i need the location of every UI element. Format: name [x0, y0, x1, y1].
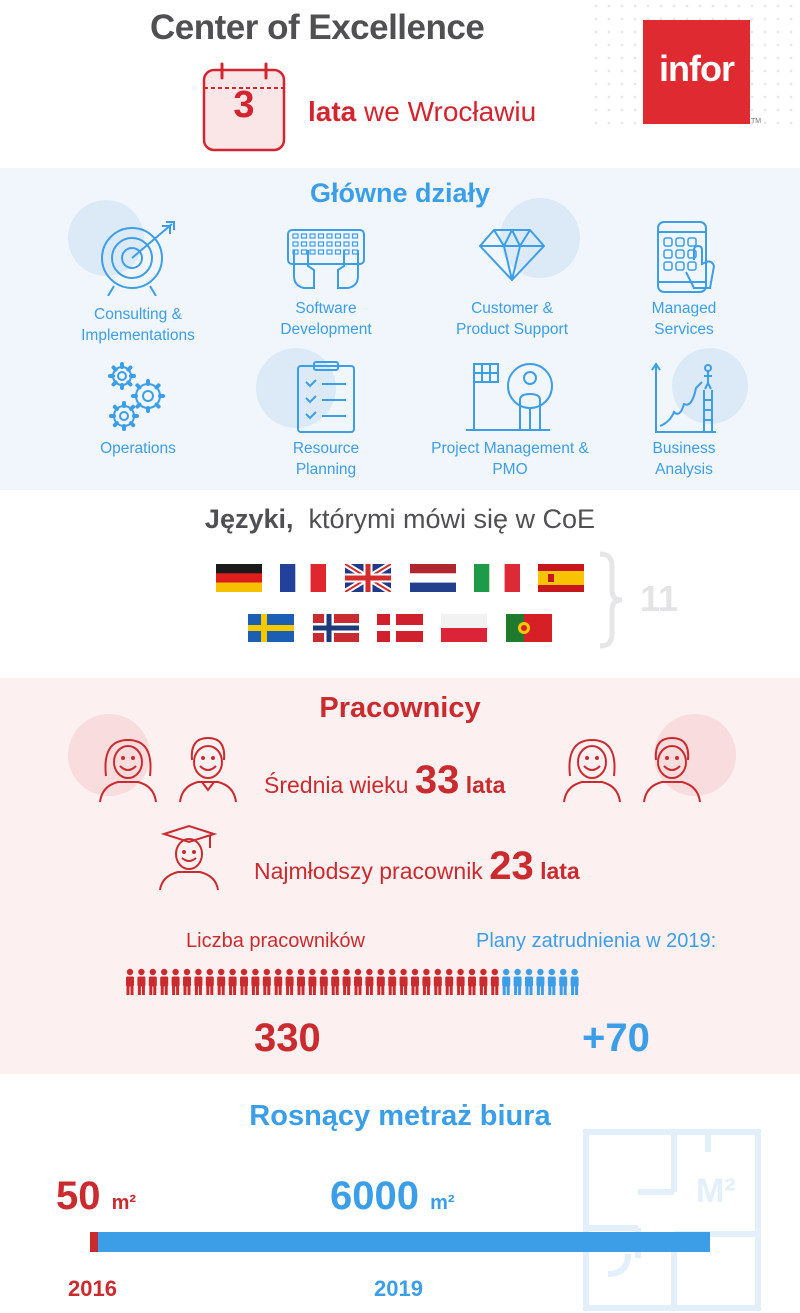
person-current-icon [479, 969, 487, 995]
languages-title-bold: Języki, [204, 504, 294, 534]
person-current-icon [354, 969, 362, 995]
dept-label-line1: Operations [100, 440, 176, 457]
area-2019-unit: m² [430, 1192, 455, 1214]
person-current-icon [468, 969, 476, 995]
dept-label-line2: Product Support [455, 321, 568, 338]
netherlands-flag [410, 564, 456, 592]
clipboard-checklist-icon [226, 360, 426, 436]
bracket-icon [596, 550, 636, 650]
person-current-icon [160, 969, 168, 995]
dept-label-line1: Consulting & [94, 306, 182, 323]
area-bar-2019 [98, 1232, 710, 1252]
area-2016-value: 50 [56, 1174, 101, 1218]
person-planned-icon [536, 969, 544, 995]
person-planned-icon [559, 969, 567, 995]
dept-label-line1: Software [295, 300, 357, 317]
calendar-number: 3 [233, 84, 255, 126]
france-flag [280, 564, 326, 592]
infor-logo [643, 20, 750, 124]
employee-count-label: Liczba pracowników [186, 930, 365, 952]
youngest-unit: lata [533, 858, 580, 884]
header-section [0, 0, 800, 168]
person-planned-icon [548, 969, 556, 995]
years-in-wroclaw [308, 96, 536, 128]
employees-title: Pracownicy [319, 692, 481, 724]
person-current-icon [434, 969, 442, 995]
dept-label-line1: Customer & [471, 300, 553, 317]
germany-flag [216, 564, 262, 592]
target-icon [38, 220, 238, 296]
languages-title-rest: którymi mówi się w CoE [293, 504, 596, 534]
person-current-icon [331, 969, 339, 995]
uk-flag [345, 564, 391, 592]
person-planned-icon [502, 969, 510, 995]
office-section [0, 1074, 800, 1313]
diamond-icon [412, 220, 612, 296]
office-title: Rosnący metraż biura [249, 1100, 551, 1132]
languages-title [0, 504, 800, 535]
dept-label-line1: Project Management & [431, 440, 589, 457]
area-2016-unit: m² [111, 1192, 137, 1214]
person-current-icon [286, 969, 294, 995]
area-2019 [330, 1174, 455, 1219]
departments-title: Główne działy [309, 178, 491, 208]
dept-label-line2: Implementations [81, 327, 195, 344]
person-current-icon [240, 969, 248, 995]
avg-age-label: Średnia wieku [264, 772, 415, 798]
people-pictogram-row [126, 968, 686, 998]
person-current-icon [365, 969, 373, 995]
person-current-icon [194, 969, 202, 995]
employee-count-value: 330 [254, 1016, 321, 1060]
smartphone-touch-icon [584, 220, 784, 296]
person-current-icon [126, 969, 134, 995]
woman-icon [560, 734, 624, 804]
person-current-icon [320, 969, 328, 995]
dept-label-line2: Services [654, 321, 714, 338]
dept-label-line1: Business [652, 440, 716, 457]
portugal-flag [506, 614, 552, 642]
man-icon [176, 734, 240, 804]
employees-section [0, 678, 800, 1074]
years-bold: lata [308, 96, 357, 127]
dept-label-line2: PMO [492, 461, 528, 478]
person-current-icon [377, 969, 385, 995]
calendar-icon [200, 62, 288, 156]
area-2016 [56, 1174, 136, 1219]
poland-flag [441, 614, 487, 642]
area-bar-2016 [90, 1232, 98, 1252]
growth-chart-icon [584, 360, 784, 436]
gears-icon [38, 360, 238, 436]
person-current-icon [229, 969, 237, 995]
person-current-icon [308, 969, 316, 995]
person-current-icon [388, 969, 396, 995]
floorplan-icon [578, 1124, 768, 1313]
person-current-icon [343, 969, 351, 995]
norway-flag [313, 614, 359, 642]
languages-count: 11 [640, 578, 679, 619]
person-current-icon [400, 969, 408, 995]
person-planned-icon [571, 969, 579, 995]
person-current-icon [149, 969, 157, 995]
dept-label-line2: Analysis [655, 461, 713, 478]
person-current-icon [206, 969, 214, 995]
woman-icon [96, 734, 160, 804]
person-current-icon [217, 969, 225, 995]
dept-label-line1: Resource [292, 440, 360, 457]
spain-flag [538, 564, 584, 592]
youngest-label: Najmłodszy pracownik [254, 858, 490, 884]
logo-text: infor [659, 48, 734, 89]
person-current-icon [183, 969, 191, 995]
avg-age-value: 33 [414, 758, 460, 802]
italy-flag [474, 564, 520, 592]
dept-label-line2: Development [280, 321, 372, 338]
hiring-plans-value: +70 [582, 1016, 650, 1060]
person-current-icon [422, 969, 430, 995]
person-current-icon [297, 969, 305, 995]
person-planned-icon [525, 969, 533, 995]
youngest-value: 23 [489, 844, 534, 888]
flag-person-icon [410, 360, 610, 436]
page-title: Center of Excellence [150, 8, 485, 47]
person-current-icon [457, 969, 465, 995]
floorplan-label: M² [696, 1172, 736, 1210]
dept-label-line2: Planning [295, 461, 357, 478]
dept-label-line1: Managed [651, 300, 717, 317]
person-current-icon [172, 969, 180, 995]
person-current-icon [491, 969, 499, 995]
hiring-plans-label: Plany zatrudnienia w 2019: [476, 930, 717, 952]
area-2019-value: 6000 [330, 1174, 419, 1218]
denmark-flag [377, 614, 423, 642]
departments-section [0, 168, 800, 490]
logo-trademark: TM [751, 118, 762, 125]
person-planned-icon [514, 969, 522, 995]
person-current-icon [263, 969, 271, 995]
person-current-icon [251, 969, 259, 995]
years-rest: we Wrocławiu [356, 96, 537, 127]
year-2019-label: 2019 [374, 1276, 423, 1301]
average-age [264, 758, 505, 803]
person-current-icon [411, 969, 419, 995]
avg-age-unit: lata [459, 772, 506, 798]
youngest-employee [254, 844, 580, 889]
person-current-icon [274, 969, 282, 995]
man-icon [640, 734, 704, 804]
graduate-icon [154, 824, 224, 892]
sweden-flag [248, 614, 294, 642]
year-2016-label: 2016 [68, 1276, 117, 1301]
person-current-icon [445, 969, 453, 995]
languages-section [0, 490, 800, 678]
keyboard-hands-icon [226, 220, 426, 296]
person-current-icon [137, 969, 145, 995]
